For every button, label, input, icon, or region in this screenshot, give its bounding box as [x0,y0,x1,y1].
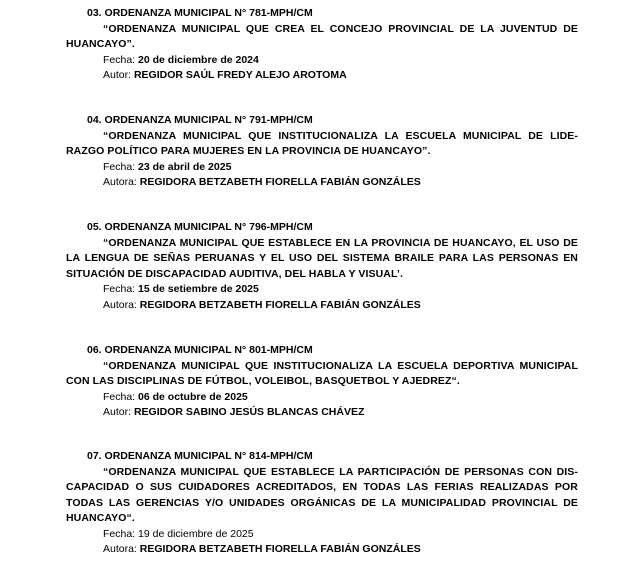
author-value: REGIDORA BETZABETH FIORELLA FABIÁN GONZÁLES [139,543,421,555]
ordinance-author [103,298,578,314]
ordinance-description: “ORDENANZA MUNICIPAL QUE INSTITUCIONALIZA LA ESCUELA MUNICIPAL DE LIDE- RAZGO POLÍTICO PARA MUJERES EN LA PROVINCIA DE HUANCAYO”. [66,129,578,157]
ordinance-number: 07. [87,450,102,462]
date-value: 19 de diciembre de 2025 [138,527,254,540]
ordinance-name: ORDENANZA MUNICIPAL N° 781-MPH/CM [104,7,313,19]
ordinance-author [103,68,578,84]
date-label: Fecha: [103,160,136,173]
ordinance-name: ORDENANZA MUNICIPAL N° 796-MPH/CM [104,221,313,233]
ordinance-title [87,343,578,359]
ordinance-author [103,175,578,191]
ordinance-description: “ORDENANZA MUNICIPAL QUE ESTABLECE LA PARTICIPACIÓN DE PERSONAS CON DIS- CAPACIDAD O SUS CUIDADORES ACREDITADOS, EN TODAS LAS FERIAS REALIZADAS POR TODAS LAS GERENCIAS Y/O UNIDADES ORGÁNICAS DE LA MUNICIPALIDAD PROVINCIAL DE HUANCAYO“. [66,465,578,524]
ordinance-name: ORDENANZA MUNICIPAL N° 814-MPH/CM [104,450,313,462]
ordinance-number: 04. [87,114,102,126]
author-label: Autor: [103,69,132,81]
date-label: Fecha: [103,527,136,540]
ordinance-date [103,282,578,298]
date-label: Fecha: [103,53,136,66]
ordinance-title [87,6,578,22]
author-label: Autora: [103,298,137,311]
ordinance-title [87,113,578,129]
ordinance-title [87,449,578,465]
ordinance-name: ORDENANZA MUNICIPAL N° 801-MPH/CM [104,344,313,356]
author-label: Autora: [103,176,137,188]
ordinance-number: 06. [87,344,102,356]
date-value: 23 de abril de 2025 [138,160,232,173]
date-label: Fecha: [103,390,136,403]
ordinance-description: “ORDENANZA MUNICIPAL QUE CREA EL CONCEJO PROVINCIAL DE LA JUVENTUD DE HUANCAYO”. [66,22,578,50]
ordinance-author [103,542,578,558]
ordinance-date [103,390,578,406]
author-value: REGIDOR SABINO JESÚS BLANCAS CHÁVEZ [133,406,365,418]
ordinance-description: “ORDENANZA MUNICIPAL QUE INSTITUCIONALIZA LA ESCUELA DEPORTIVA MUNICIPAL CON LAS DISCIPLINAS DE FÚTBOL, VOLEIBOL, BASQUETBOL Y AJEDREZ“. [66,359,578,387]
date-label: Fecha: [103,283,136,295]
ordinance-date [103,53,578,69]
ordinance-date [103,160,578,176]
author-label: Autora: [103,543,137,555]
ordinance-title [87,220,578,236]
ordinance-number: 05. [87,221,102,233]
ordinance-number: 03. [87,7,102,19]
ordinance-author [103,405,578,421]
ordinance-entry-04 [66,113,578,191]
ordinance-name: ORDENANZA MUNICIPAL N° 791-MPH/CM [104,114,313,126]
ordinance-entry-03 [66,6,578,84]
ordinance-entry-06 [66,343,578,421]
date-value: 15 de setiembre de 2025 [138,283,259,295]
ordinance-entry-07 [66,449,578,558]
ordinance-entry-05 [66,220,578,313]
date-value: 20 de diciembre de 2024 [138,53,259,66]
date-value: 06 de octubre de 2025 [138,390,248,403]
ordinance-date [103,527,578,543]
ordinance-description: “ORDENANZA MUNICIPAL QUE ESTABLECE EN LA PROVINCIA DE HUANCAYO, EL USO DE LA LENGUA DE SEÑAS PERUANAS Y EL USO DEL SISTEMA BRAILE PARA LAS PERSONAS EN SITUACIÓN DE DISCAPACIDAD AUDITIVA, DEL HABLA Y VISUAL’. [66,236,578,280]
author-value: REGIDOR SAÚL FREDY ALEJO AROTOMA [133,69,347,81]
author-label: Autor: [103,406,132,418]
author-value: REGIDORA BETZABETH FIORELLA FABIÁN GONZÁLES [139,176,421,188]
author-value: REGIDORA BETZABETH FIORELLA FABIÁN GONZÁLES [139,298,421,311]
